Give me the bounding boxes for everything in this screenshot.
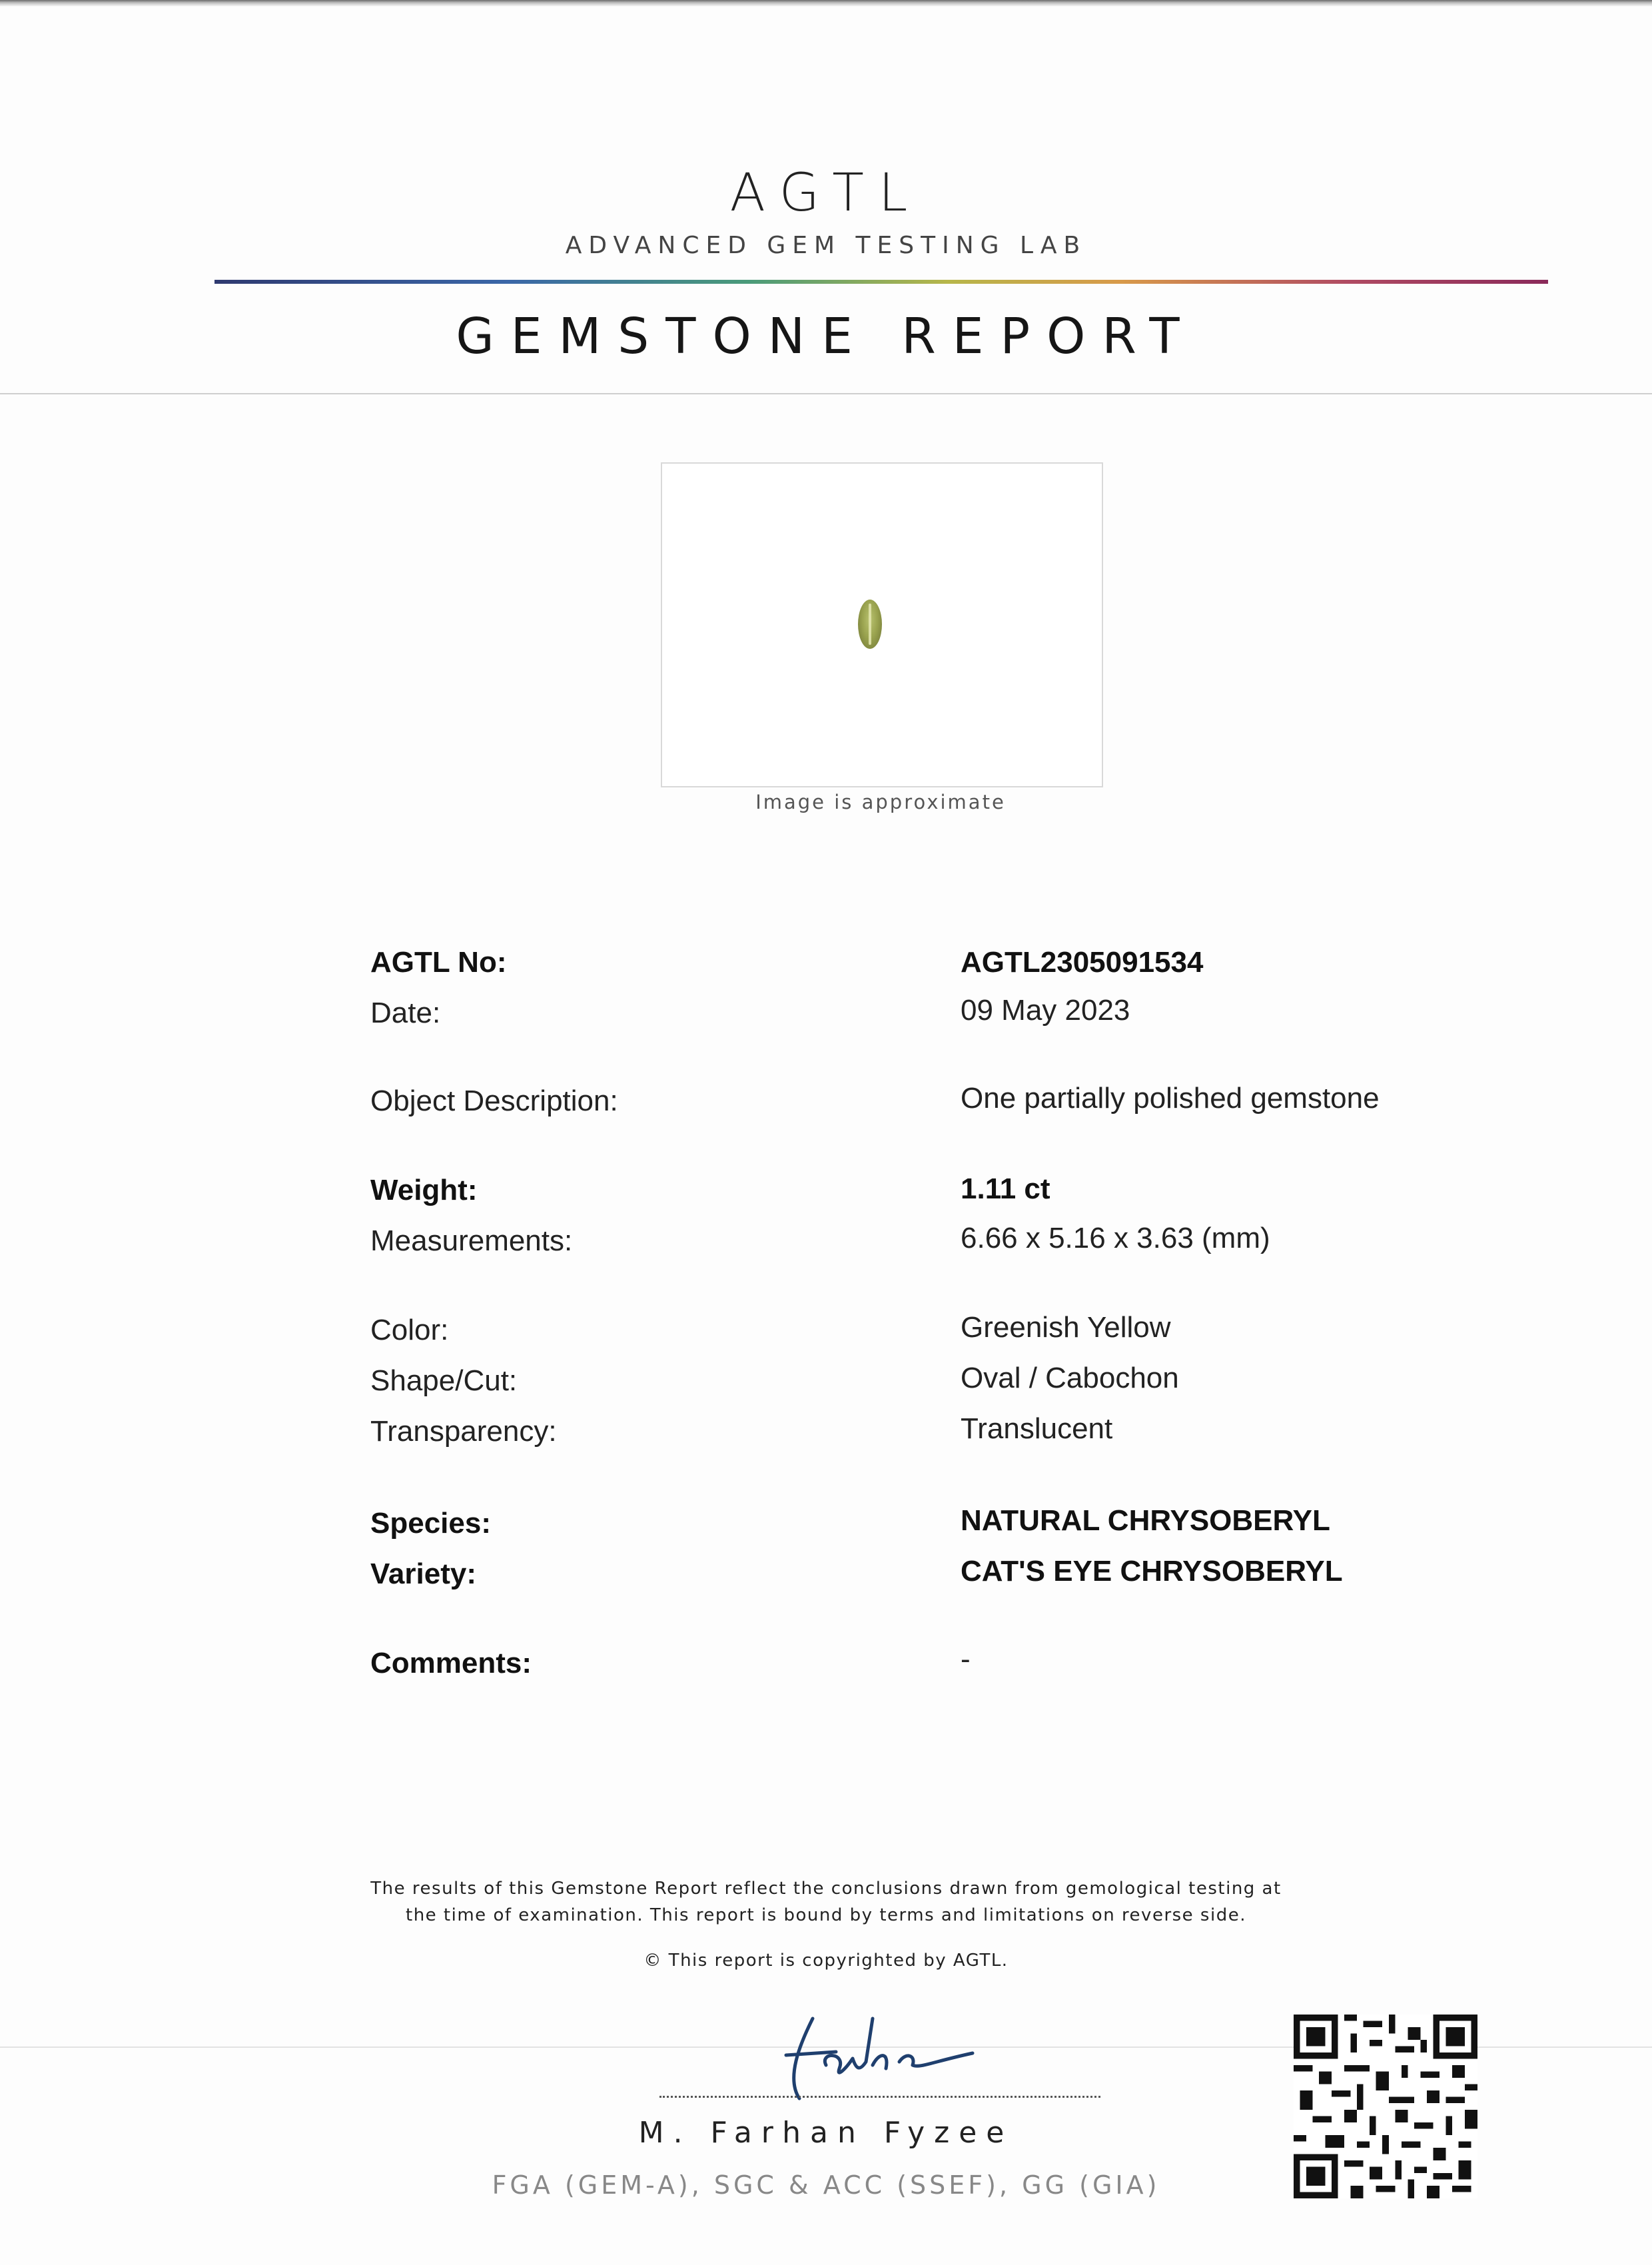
agtl-no-label: AGTL No: <box>370 946 507 979</box>
disclaimer-line-2: the time of examination. This report is bound by terms and limitations on reverse side. <box>406 1905 1246 1925</box>
shape-cut-label: Shape/Cut: <box>370 1364 518 1397</box>
weight-value: 1.11 ct <box>961 1172 1050 1205</box>
weight-label: Weight: <box>370 1174 478 1206</box>
variety-label: Variety: <box>370 1558 476 1590</box>
measurements-label: Measurements: <box>370 1224 573 1257</box>
agtl-no-value: AGTL2305091534 <box>961 946 1204 979</box>
fold-line-top <box>0 393 1652 394</box>
date-label: Date: <box>370 997 441 1029</box>
rainbow-divider <box>214 280 1548 284</box>
cats-eye-band <box>869 604 871 645</box>
measurements-value: 6.66 x 5.16 x 3.63 (mm) <box>961 1222 1270 1254</box>
object-description-value: One partially polished gemstone <box>961 1082 1380 1115</box>
qr-code[interactable] <box>1294 2015 1477 2198</box>
signature-image <box>773 2005 999 2105</box>
report-title: GEMSTONE REPORT <box>456 308 1196 365</box>
signer-credentials: FGA (GEM-A), SGC & ACC (SSEF), GG (GIA) <box>492 2170 1160 2200</box>
comments-value: - <box>961 1643 971 1675</box>
lab-logo: AGTL <box>729 163 923 223</box>
gem-photo <box>661 462 1103 787</box>
comments-label: Comments: <box>370 1647 532 1679</box>
disclaimer <box>0 1875 1652 1929</box>
signature-line <box>659 2096 1100 2098</box>
gemstone-image <box>858 600 882 649</box>
species-value: NATURAL CHRYSOBERYL <box>961 1504 1330 1537</box>
disclaimer-line-1: The results of this Gemstone Report reflect the conclusions drawn from gemological testing at <box>370 1879 1282 1899</box>
transparency-label: Transparency: <box>370 1415 557 1448</box>
species-label: Species: <box>370 1507 491 1540</box>
date-value: 09 May 2023 <box>961 994 1130 1027</box>
lab-name: ADVANCED GEM TESTING LAB <box>565 232 1087 259</box>
copyright-notice: © This report is copyrighted by AGTL. <box>643 1951 1009 1971</box>
object-description-label: Object Description: <box>370 1085 618 1117</box>
photo-caption: Image is approximate <box>755 791 1006 813</box>
color-label: Color: <box>370 1314 449 1346</box>
shape-cut-value: Oval / Cabochon <box>961 1362 1179 1394</box>
color-value: Greenish Yellow <box>961 1311 1171 1344</box>
signer-name: M. Farhan Fyzee <box>638 2116 1014 2150</box>
transparency-value: Translucent <box>961 1412 1113 1445</box>
scan-edge <box>0 0 1652 7</box>
variety-value: CAT'S EYE CHRYSOBERYL <box>961 1555 1343 1587</box>
